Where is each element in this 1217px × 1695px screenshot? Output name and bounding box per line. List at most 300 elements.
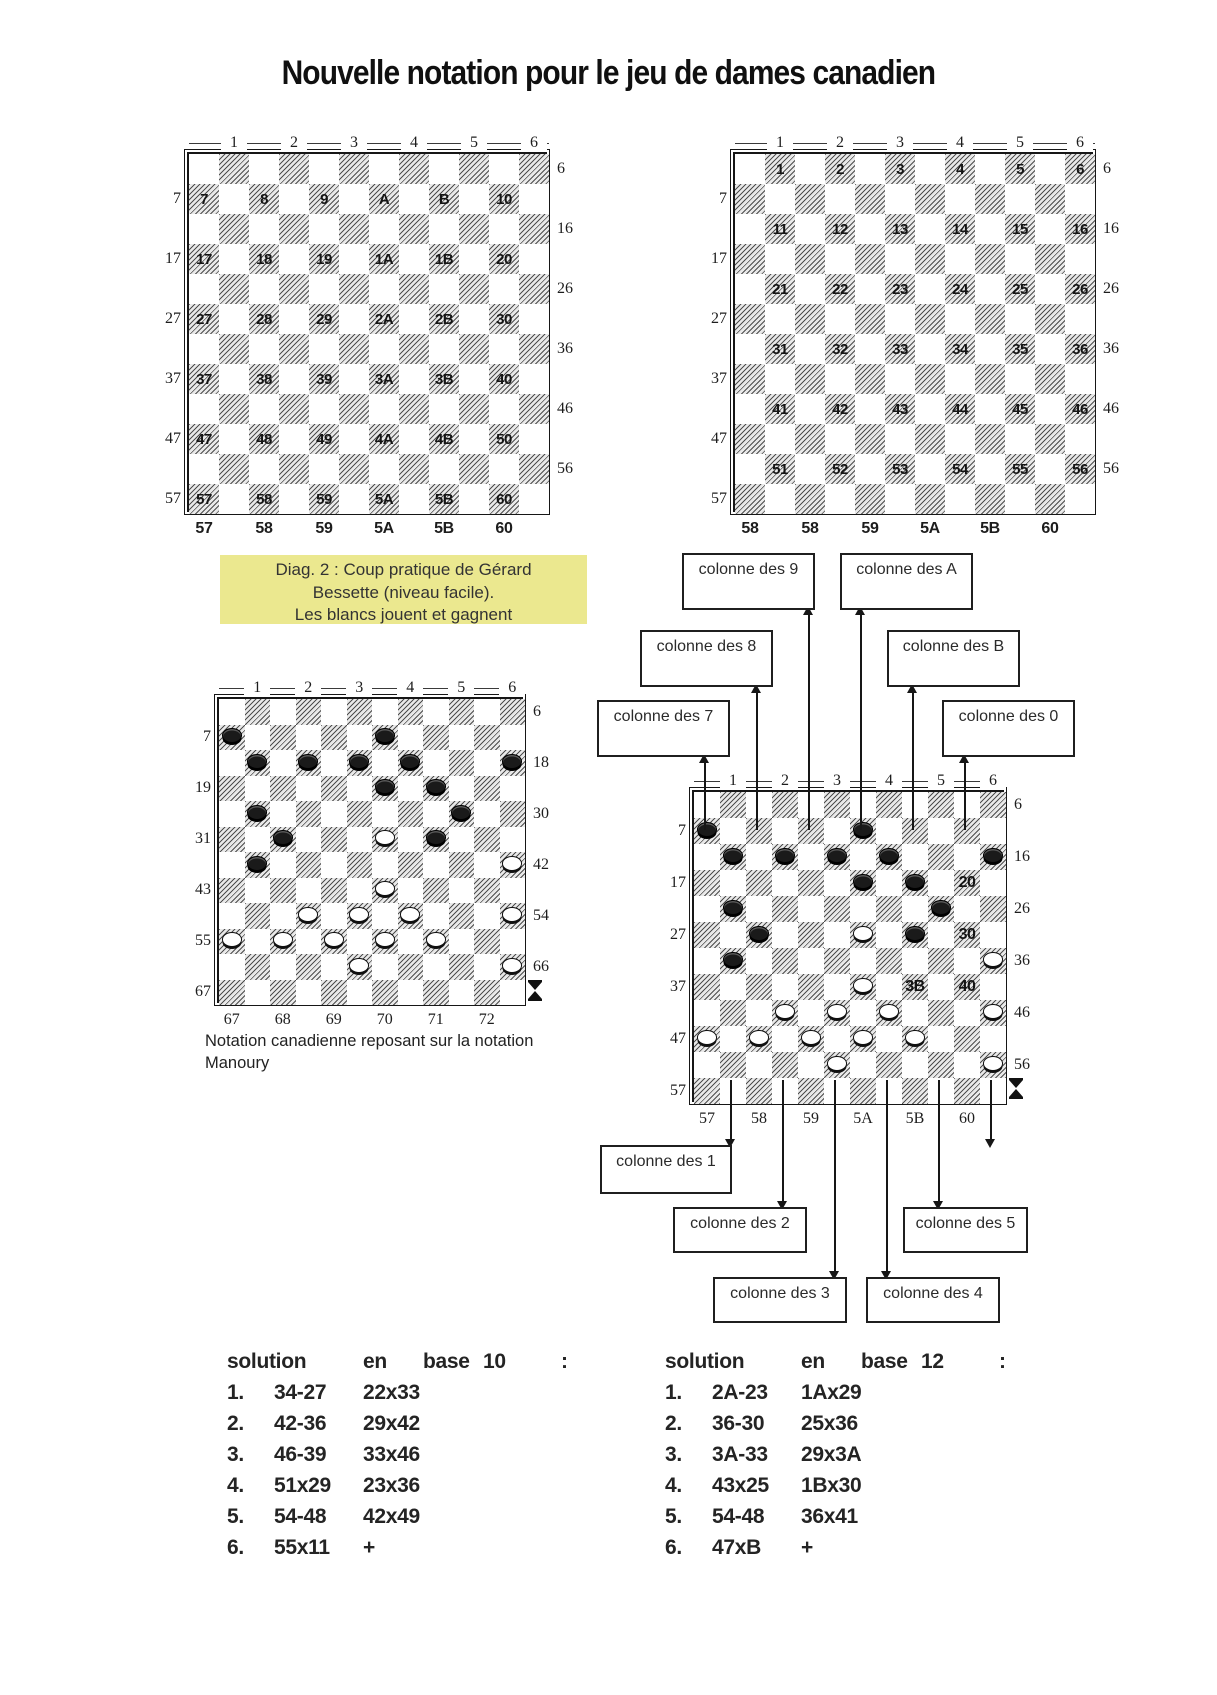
board-square bbox=[219, 214, 249, 244]
square-number: 42 bbox=[832, 400, 848, 418]
column-label-bottom: 5B bbox=[434, 520, 454, 537]
square-number: 2A bbox=[374, 310, 394, 328]
board-square bbox=[928, 1052, 954, 1078]
board-square bbox=[746, 792, 772, 818]
board-square bbox=[474, 699, 500, 725]
row-label-left: 37 bbox=[165, 370, 181, 387]
square-number: 2 bbox=[836, 160, 844, 178]
second-move: + bbox=[801, 1536, 813, 1559]
board-square bbox=[798, 974, 824, 1000]
square-number: 3B bbox=[905, 978, 925, 995]
board-square bbox=[694, 922, 720, 948]
board-square bbox=[735, 424, 765, 454]
solution-move-row bbox=[227, 1474, 647, 1505]
column-label-top: 2 bbox=[772, 772, 798, 790]
column-label-top: 5 bbox=[928, 772, 954, 790]
column-label-bottom: 72 bbox=[478, 1011, 495, 1028]
board-square bbox=[928, 792, 954, 818]
square-number: 3A bbox=[374, 370, 394, 388]
board-square bbox=[219, 154, 249, 184]
board-square bbox=[772, 870, 798, 896]
square-number: 14 bbox=[952, 220, 968, 238]
board-square bbox=[399, 274, 429, 304]
white-checker-piece bbox=[502, 958, 522, 973]
board-square bbox=[249, 274, 279, 304]
column-label-top: 4 bbox=[397, 679, 423, 697]
board-square bbox=[915, 364, 945, 394]
colonne-box-label: colonne des 2 bbox=[690, 1215, 790, 1232]
arrow-line bbox=[834, 1080, 836, 1272]
column-label-top: 1 bbox=[720, 772, 746, 790]
arrow-line bbox=[756, 692, 758, 830]
board-square bbox=[915, 304, 945, 334]
board-square bbox=[825, 364, 855, 394]
row-label-right: 46 bbox=[557, 400, 573, 417]
board-square bbox=[735, 364, 765, 394]
white-checker-piece bbox=[273, 932, 293, 947]
column-label-top: 3 bbox=[341, 134, 367, 152]
board-square bbox=[219, 454, 249, 484]
board-square bbox=[219, 750, 245, 776]
board-square bbox=[928, 844, 954, 870]
board-square bbox=[474, 903, 500, 929]
board-square bbox=[459, 364, 489, 394]
board-square bbox=[339, 274, 369, 304]
board-square bbox=[474, 750, 500, 776]
board-square bbox=[500, 929, 526, 955]
square-number: 51 bbox=[772, 460, 788, 478]
square-number: 5B bbox=[434, 490, 454, 508]
solution-move-row bbox=[665, 1381, 1085, 1412]
board-square bbox=[399, 424, 429, 454]
arrow-line bbox=[912, 692, 914, 830]
board-square bbox=[855, 334, 885, 364]
white-checker-piece bbox=[502, 907, 522, 922]
second-move: 23x36 bbox=[363, 1474, 420, 1497]
board-square bbox=[902, 1052, 928, 1078]
column-label-bottom: 59 bbox=[315, 520, 333, 537]
board-square bbox=[1035, 454, 1065, 484]
square-number: 30 bbox=[958, 926, 976, 943]
board-square bbox=[249, 454, 279, 484]
column-label-bottom: 5B bbox=[980, 520, 1000, 537]
board-square bbox=[876, 1052, 902, 1078]
square-number: 19 bbox=[316, 250, 332, 268]
board-square bbox=[945, 364, 975, 394]
board-square bbox=[824, 896, 850, 922]
board-square bbox=[347, 699, 373, 725]
board-square bbox=[915, 274, 945, 304]
board-square bbox=[519, 304, 549, 334]
colonne-box-label: colonne des A bbox=[856, 561, 957, 578]
board-square bbox=[219, 699, 245, 725]
board-square bbox=[245, 929, 271, 955]
solution-header bbox=[665, 1350, 1085, 1381]
board-square bbox=[423, 699, 449, 725]
arrow-line bbox=[808, 614, 810, 830]
row-label-left: 37 bbox=[670, 978, 686, 995]
board-square bbox=[954, 1000, 980, 1026]
board-square bbox=[798, 1000, 824, 1026]
board-square bbox=[347, 827, 373, 853]
board-square bbox=[219, 852, 245, 878]
colonne-box-label: colonne des B bbox=[902, 638, 1005, 655]
board-square bbox=[824, 870, 850, 896]
board-square bbox=[980, 818, 1006, 844]
board-square bbox=[398, 929, 424, 955]
board-square bbox=[928, 948, 954, 974]
board-square bbox=[279, 274, 309, 304]
board-square bbox=[954, 844, 980, 870]
board-square bbox=[449, 699, 475, 725]
board-square bbox=[347, 725, 373, 751]
second-move: 29x3A bbox=[801, 1443, 862, 1466]
board-square bbox=[915, 484, 945, 514]
square-number: 37 bbox=[196, 370, 212, 388]
board-square bbox=[309, 394, 339, 424]
board-square bbox=[975, 454, 1005, 484]
square-number: 16 bbox=[1072, 220, 1088, 238]
board-square bbox=[369, 214, 399, 244]
board-square bbox=[474, 878, 500, 904]
board-square bbox=[519, 334, 549, 364]
board-square bbox=[309, 274, 339, 304]
solution-move-row bbox=[665, 1412, 1085, 1443]
board-square bbox=[855, 154, 885, 184]
board-square bbox=[245, 827, 271, 853]
board-square bbox=[798, 818, 824, 844]
move-number: 3. bbox=[227, 1443, 244, 1466]
column-label-bottom: 5A bbox=[374, 520, 394, 537]
board-square bbox=[372, 980, 398, 1006]
board-square bbox=[694, 1078, 720, 1104]
board-square bbox=[321, 827, 347, 853]
board-square bbox=[1005, 304, 1035, 334]
row-label-right: 16 bbox=[1103, 220, 1119, 237]
row-label-left: 17 bbox=[670, 874, 686, 891]
arrow-head bbox=[985, 1139, 995, 1148]
board-square bbox=[772, 896, 798, 922]
board-base12-right bbox=[711, 134, 1119, 537]
board-square bbox=[219, 801, 245, 827]
board-square bbox=[1005, 364, 1035, 394]
black-checker-piece bbox=[451, 805, 471, 820]
board-square bbox=[980, 870, 1006, 896]
black-checker-piece bbox=[349, 754, 369, 769]
board-square bbox=[720, 792, 746, 818]
board-square bbox=[347, 929, 373, 955]
board-square bbox=[372, 903, 398, 929]
board-square bbox=[249, 154, 279, 184]
first-move: 51x29 bbox=[274, 1474, 331, 1497]
row-label-right: 16 bbox=[557, 220, 573, 237]
base-value: 10 bbox=[483, 1350, 506, 1373]
solution-move-row bbox=[665, 1443, 1085, 1474]
colonne-box-3 bbox=[713, 1277, 847, 1323]
board-square bbox=[219, 954, 245, 980]
board-square bbox=[500, 980, 526, 1006]
first-move: 54-48 bbox=[712, 1505, 765, 1528]
board-square bbox=[219, 364, 249, 394]
caption-line: Manoury bbox=[205, 1054, 270, 1072]
board-square bbox=[825, 244, 855, 274]
square-number: 38 bbox=[256, 370, 272, 388]
board-square bbox=[219, 980, 245, 1006]
board-square bbox=[795, 184, 825, 214]
row-label-right: 26 bbox=[1014, 900, 1030, 917]
board-square bbox=[735, 154, 765, 184]
black-checker-piece bbox=[222, 728, 242, 743]
board-square bbox=[850, 1052, 876, 1078]
square-number: 3B bbox=[434, 370, 454, 388]
board-square bbox=[928, 922, 954, 948]
black-checker-piece bbox=[426, 830, 446, 845]
board-square bbox=[219, 776, 245, 802]
column-label-bottom: 60 bbox=[959, 1110, 975, 1127]
colonne-box-8 bbox=[640, 630, 773, 687]
square-number: 36 bbox=[1072, 340, 1088, 358]
row-label-left: 31 bbox=[195, 830, 211, 848]
square-number: 33 bbox=[892, 340, 908, 358]
board-square bbox=[459, 424, 489, 454]
board-square bbox=[347, 878, 373, 904]
column-label-top: 6 bbox=[1067, 134, 1093, 152]
square-number: 28 bbox=[256, 310, 272, 328]
row-label-right: 56 bbox=[1103, 460, 1119, 477]
column-label-top: 3 bbox=[824, 772, 850, 790]
board-square bbox=[855, 214, 885, 244]
white-checker-piece bbox=[426, 932, 446, 947]
board-square bbox=[519, 364, 549, 394]
first-move: 54-48 bbox=[274, 1505, 327, 1528]
square-number: 8 bbox=[260, 190, 268, 208]
first-move: 47xB bbox=[712, 1536, 762, 1559]
second-move: + bbox=[363, 1536, 375, 1559]
board-square bbox=[321, 852, 347, 878]
board-square bbox=[339, 244, 369, 274]
board-square bbox=[519, 214, 549, 244]
board-square bbox=[735, 244, 765, 274]
first-move: 36-30 bbox=[712, 1412, 765, 1435]
colonne-box-label: colonne des 8 bbox=[656, 638, 757, 655]
board-square bbox=[245, 954, 271, 980]
board-square bbox=[825, 184, 855, 214]
board-square bbox=[489, 394, 519, 424]
board-square bbox=[915, 154, 945, 184]
column-label-bottom: 5B bbox=[905, 1110, 925, 1127]
board-square bbox=[423, 750, 449, 776]
board-square bbox=[902, 844, 928, 870]
board-square bbox=[500, 699, 526, 725]
board-square bbox=[824, 1026, 850, 1052]
square-number: 22 bbox=[832, 280, 848, 298]
board-square bbox=[321, 699, 347, 725]
board-square bbox=[954, 896, 980, 922]
board-square bbox=[798, 844, 824, 870]
column-label-top: 6 bbox=[499, 679, 525, 697]
column-label-bottom: 59 bbox=[861, 520, 879, 537]
row-label-left: 7 bbox=[678, 822, 686, 839]
row-label-left: 7 bbox=[203, 728, 211, 746]
column-label-bottom: 57 bbox=[699, 1110, 715, 1127]
board-square bbox=[449, 954, 475, 980]
board-square bbox=[270, 725, 296, 751]
board-square bbox=[885, 424, 915, 454]
board-square bbox=[798, 870, 824, 896]
board-square bbox=[219, 903, 245, 929]
board-square bbox=[339, 454, 369, 484]
board-manoury bbox=[195, 679, 549, 1028]
board-square bbox=[772, 922, 798, 948]
second-move: 1Bx30 bbox=[801, 1474, 862, 1497]
page-title-text: Nouvelle notation pour le jeu de dames canadien bbox=[281, 54, 936, 92]
board-square bbox=[795, 154, 825, 184]
caption-line: Bessette (niveau facile). bbox=[312, 582, 495, 602]
board-square bbox=[902, 1000, 928, 1026]
move-number: 6. bbox=[227, 1536, 244, 1559]
board-square bbox=[309, 454, 339, 484]
board-square bbox=[855, 484, 885, 514]
board-square bbox=[219, 484, 249, 514]
row-label-left: 57 bbox=[711, 490, 727, 507]
column-label-bottom: 57 bbox=[195, 520, 213, 537]
caption-line: Les blancs jouent et gagnent bbox=[294, 605, 513, 624]
board-square bbox=[746, 948, 772, 974]
board-square bbox=[423, 903, 449, 929]
board-square bbox=[449, 980, 475, 1006]
square-number: 5 bbox=[1016, 160, 1024, 178]
row-label-left: 55 bbox=[195, 932, 211, 950]
board-square bbox=[885, 244, 915, 274]
column-label-bottom: 58 bbox=[741, 520, 759, 537]
second-move: 22x33 bbox=[363, 1381, 420, 1404]
board-square bbox=[980, 792, 1006, 818]
board-square bbox=[459, 184, 489, 214]
hourglass-icon bbox=[528, 980, 542, 1001]
board-square bbox=[954, 792, 980, 818]
board-square bbox=[885, 304, 915, 334]
solution-block-base-10 bbox=[227, 1350, 647, 1567]
board-square bbox=[449, 725, 475, 751]
square-number: 31 bbox=[772, 340, 788, 358]
board-square bbox=[720, 818, 746, 844]
board-square bbox=[296, 776, 322, 802]
board-square bbox=[824, 948, 850, 974]
board-square bbox=[928, 974, 954, 1000]
board-square bbox=[399, 334, 429, 364]
row-label-left: 47 bbox=[670, 1030, 686, 1047]
column-label-top: 1 bbox=[244, 679, 270, 697]
board-square bbox=[850, 1078, 876, 1104]
board-square bbox=[798, 1078, 824, 1104]
square-number: 57 bbox=[196, 490, 212, 508]
colonne-box-label: colonne des 4 bbox=[883, 1285, 983, 1302]
board-square bbox=[876, 818, 902, 844]
board-square bbox=[474, 929, 500, 955]
square-number: 4 bbox=[956, 160, 964, 178]
board-square bbox=[945, 304, 975, 334]
square-number: 17 bbox=[196, 250, 212, 268]
board-square bbox=[772, 1078, 798, 1104]
board-square bbox=[296, 980, 322, 1006]
board-square bbox=[915, 184, 945, 214]
column-label-top: 2 bbox=[827, 134, 853, 152]
board-square bbox=[449, 878, 475, 904]
row-label-left: 27 bbox=[670, 926, 686, 943]
board-square bbox=[398, 954, 424, 980]
black-checker-piece bbox=[273, 830, 293, 845]
board-square bbox=[423, 954, 449, 980]
colonne-box-5 bbox=[903, 1207, 1028, 1253]
board-square bbox=[270, 750, 296, 776]
board-square bbox=[429, 274, 459, 304]
board-square bbox=[975, 214, 1005, 244]
second-move: 42x49 bbox=[363, 1505, 420, 1528]
solution-move-row bbox=[227, 1443, 647, 1474]
colonne-box-label: colonne des 5 bbox=[915, 1215, 1016, 1232]
board-square bbox=[372, 699, 398, 725]
board-square bbox=[500, 776, 526, 802]
board-square bbox=[189, 334, 219, 364]
second-move: 33x46 bbox=[363, 1443, 420, 1466]
board-square bbox=[975, 334, 1005, 364]
board-square bbox=[423, 725, 449, 751]
board-square bbox=[219, 334, 249, 364]
board-square bbox=[954, 1078, 980, 1104]
column-label-top: 1 bbox=[767, 134, 793, 152]
board-square bbox=[915, 394, 945, 424]
board-square bbox=[855, 394, 885, 424]
board-square bbox=[855, 304, 885, 334]
board-square bbox=[720, 1000, 746, 1026]
square-number: 13 bbox=[892, 220, 908, 238]
board-square bbox=[321, 725, 347, 751]
board-square bbox=[489, 274, 519, 304]
board-square bbox=[975, 364, 1005, 394]
first-move: 42-36 bbox=[274, 1412, 327, 1435]
board-square bbox=[876, 1026, 902, 1052]
base-value: 12 bbox=[921, 1350, 944, 1373]
square-number: 53 bbox=[892, 460, 908, 478]
board-square bbox=[219, 878, 245, 904]
board-square bbox=[720, 870, 746, 896]
column-label-bottom: 71 bbox=[427, 1011, 444, 1028]
board-square bbox=[746, 974, 772, 1000]
board-square bbox=[1065, 304, 1095, 334]
board-square bbox=[500, 827, 526, 853]
board-square bbox=[474, 776, 500, 802]
column-label-bottom: 58 bbox=[751, 1110, 767, 1127]
move-number: 4. bbox=[227, 1474, 244, 1497]
board-square bbox=[928, 818, 954, 844]
board-square bbox=[850, 844, 876, 870]
board-square bbox=[798, 1052, 824, 1078]
board-square bbox=[954, 818, 980, 844]
board-square bbox=[279, 244, 309, 274]
white-checker-piece bbox=[400, 907, 420, 922]
square-number: 30 bbox=[496, 310, 512, 328]
board-square bbox=[746, 1078, 772, 1104]
board-square bbox=[519, 274, 549, 304]
board-square bbox=[369, 274, 399, 304]
board-square bbox=[1035, 214, 1065, 244]
board-square bbox=[975, 244, 1005, 274]
square-number: B bbox=[438, 190, 450, 208]
column-label-top: 5 bbox=[461, 134, 487, 152]
board-square bbox=[449, 750, 475, 776]
row-label-right: 36 bbox=[1103, 340, 1119, 357]
board-square bbox=[1005, 244, 1035, 274]
